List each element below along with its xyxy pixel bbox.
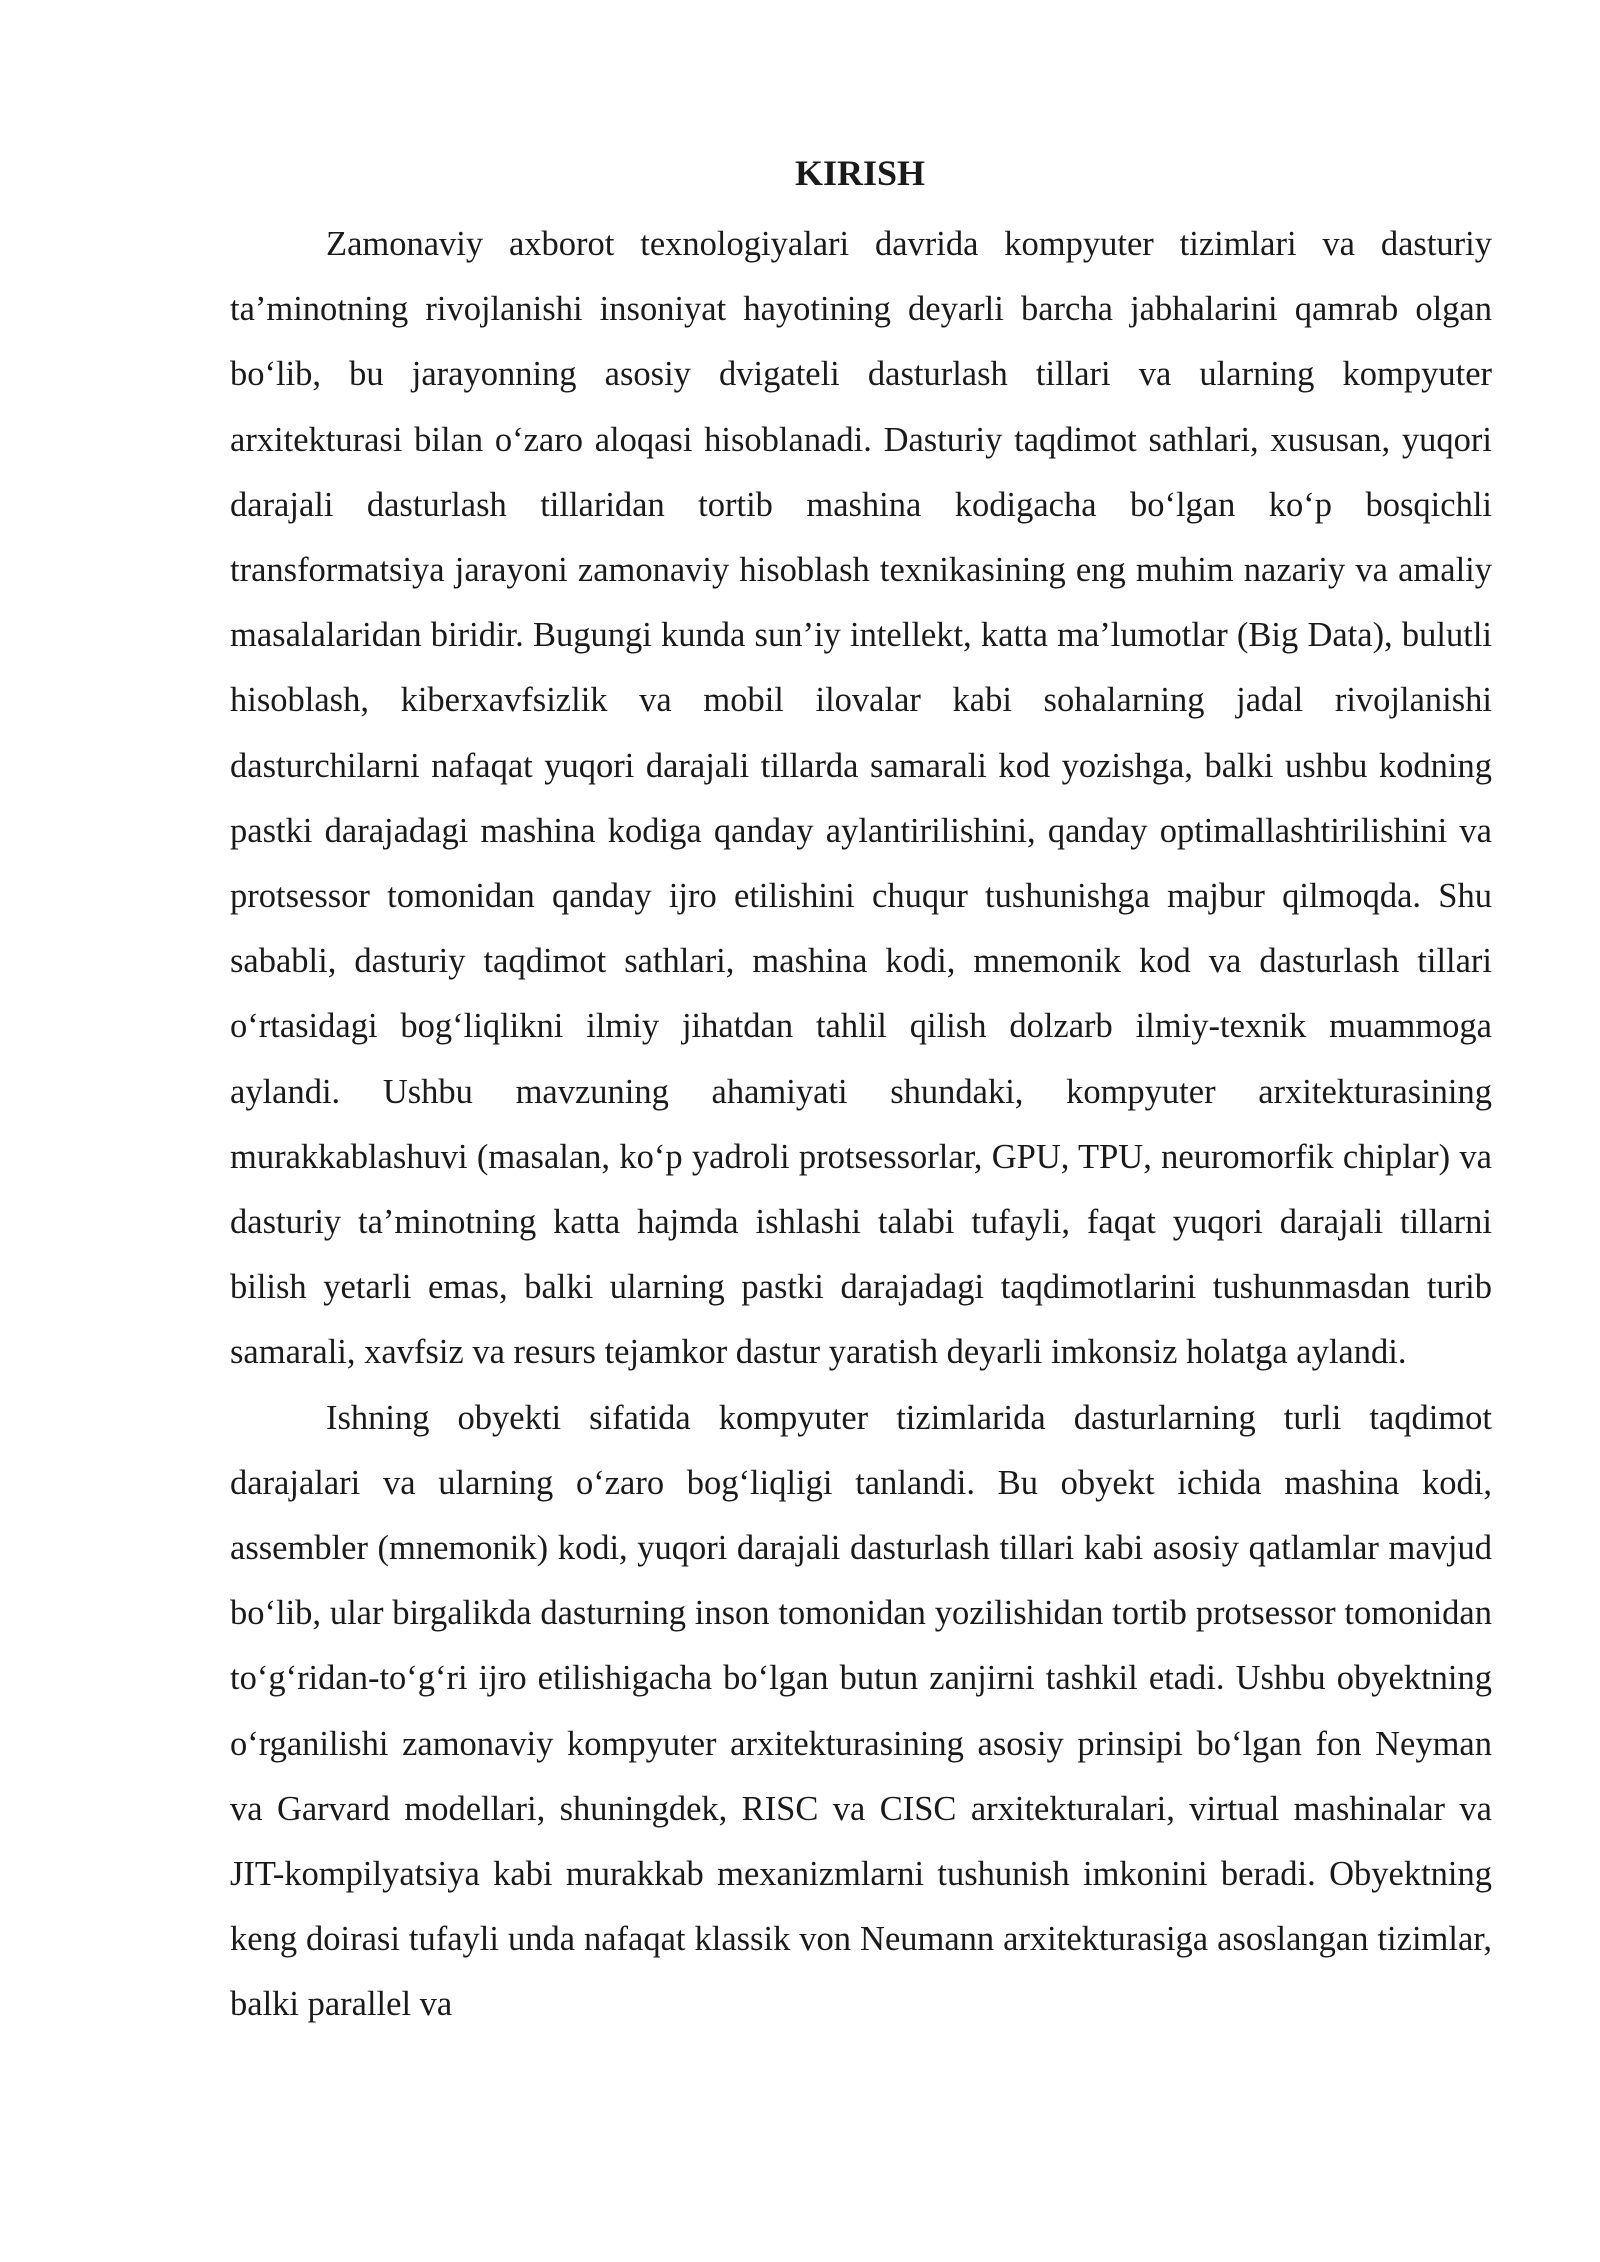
paragraph-introduction: Zamonaviy axborot texnologiyalari davrida kompyuter tizimlari va dasturiy ta’minotning rivojlanishi insoniyat hayotining deyarli barcha jabhalarini qamrab olgan bo‘lib, bu jarayonning asosiy dvigateli dasturlash tillari va ularning kompyuter arxitekturasi bilan o‘zaro aloqasi hisoblanadi. Dasturiy taqdimot sathlari, xususan, yuqori darajali dasturlash tillaridan tortib mashina kodigacha bo‘lgan ko‘p bosqichli transformatsiya jarayoni zamonaviy hisoblash texnikasining eng muhim nazariy va amaliy masalalaridan biridir. Bugungi kunda sun’iy intellekt, katta ma’lumotlar (Big Data), bulutli hisoblash, kiberxavfsizlik va mobil ilovalar kabi sohalarning jadal rivojlanishi dasturchilarni nafaqat yuqori darajali tillarda samarali kod yozishga, balki ushbu kodning pastki darajadagi mashina kodiga qanday aylantirilishini, qanday optimallashtirilishini va protsessor tomonidan qanday ijro etilishini chuqur tushunishga majbur qilmoqda. Shu sababli, dasturiy taqdimot sathlari, mashina kodi, mnemonik kod va dasturlash tillari o‘rtasidagi bog‘liqlikni ilmiy jihatdan tahlil qilish dolzarb ilmiy-texnik muammoga aylandi. Ushbu mavzuning ahamiyati shundaki, kompyuter arxitekturasining murakkablashuvi (masalan, ko‘p yadroli protsessorlar, GPU, TPU, neuromorfik chiplar) va dasturiy ta’minotning katta hajmda ishlashi talabi tufayli, faqat yuqori darajali tillarni bilish yetarli emas, balki ularning pastki darajadagi taqdimotlarini tushunmasdan turib samarali, xavfsiz va resurs tejamkor dastur yaratish deyarli imkonsiz holatga aylandi. xyxy=(230,225,1492,1372)
page-title: KIRISH xyxy=(794,153,926,193)
paragraph-research-object: Ishning obyekti sifatida kompyuter tizimlarida dasturlarning turli taqdimot darajalari va ularning o‘zaro bog‘liqligi tanlandi. Bu obyekt ichida mashina kodi, assembler (mnemonik) kodi, yuqori darajali dasturlash tillari kabi asosiy qatlamlar mavjud bo‘lib, ular birgalikda dasturning inson tomonidan yozilishidan tortib protsessor tomonidan to‘g‘ridan-to‘g‘ri ijro etilishigacha bo‘lgan butun zanjirni tashkil etadi. Ushbu obyektning o‘rganilishi zamonaviy kompyuter arxitekturasining asosiy prinsipi bo‘lgan fon Neyman va Garvard modellari, shuningdek, RISC va CISC arxitekturalari, virtual mashinalar va JIT-kompilyatsiya kabi murakkab mexanizmlarni tushunish imkonini beradi. Obyektning keng doirasi tufayli unda nafaqat klassik von Neumann arxitekturasiga asoslangan tizimlar, balki parallel va xyxy=(230,1398,1492,2024)
document-body xyxy=(230,212,1492,2038)
